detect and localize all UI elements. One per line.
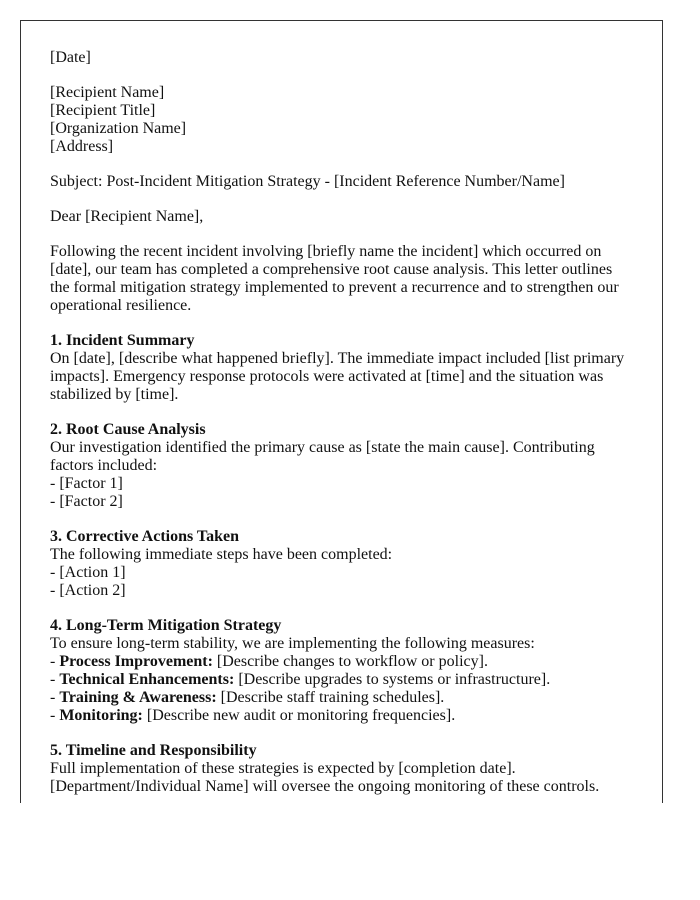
recipient-address: [Address] bbox=[50, 138, 114, 155]
bullet: - bbox=[50, 689, 60, 706]
recipient-organization: [Organization Name] bbox=[50, 120, 187, 137]
letter-date: [Date] bbox=[50, 49, 91, 66]
measure-item bbox=[50, 707, 633, 725]
section-heading: 2. Root Cause Analysis bbox=[50, 421, 206, 438]
section-heading: 5. Timeline and Responsibility bbox=[50, 742, 257, 759]
measure-label: Process Improvement: bbox=[59, 653, 213, 670]
measure-label: Technical Enhancements: bbox=[59, 671, 235, 688]
section-timeline bbox=[50, 742, 633, 796]
bullet: - bbox=[50, 653, 60, 670]
section-root-cause bbox=[50, 421, 633, 511]
measure-item bbox=[50, 689, 633, 707]
recipient-block bbox=[50, 84, 633, 156]
list-item: - [Action 2] bbox=[50, 582, 126, 599]
intro-paragraph: Following the recent incident involving [briefly name the incident] which occurred on [date], our team has completed a comprehensive root cause analysis. This letter outlines the formal mitigation strategy implemented to prevent a recurrence and to strengthen our operational resilience. bbox=[50, 243, 619, 314]
section-long-term-strategy bbox=[50, 617, 633, 725]
section-corrective-actions bbox=[50, 528, 633, 600]
subject-line: Subject: Post-Incident Mitigation Strategy - [Incident Reference Number/Name] bbox=[50, 173, 565, 190]
list-item: - [Factor 1] bbox=[50, 475, 123, 492]
section-body: The following immediate steps have been completed: bbox=[50, 546, 393, 563]
section-heading: 1. Incident Summary bbox=[50, 332, 195, 349]
bullet: - bbox=[50, 671, 60, 688]
measure-text: [Describe new audit or monitoring frequencies]. bbox=[142, 707, 456, 724]
measure-label: Training & Awareness: bbox=[59, 689, 217, 706]
measure-text: [Describe staff training schedules]. bbox=[216, 689, 445, 706]
section-body: Full implementation of these strategies is expected by [completion date]. [Department/Individual Name] will oversee the ongoing monitoring of these controls. bbox=[50, 760, 600, 795]
section-heading: 4. Long-Term Mitigation Strategy bbox=[50, 617, 282, 634]
section-body: Our investigation identified the primary cause as [state the main cause]. Contributing factors included: bbox=[50, 439, 595, 474]
letter-page bbox=[20, 20, 663, 803]
recipient-name: [Recipient Name] bbox=[50, 84, 165, 101]
measure-text: [Describe upgrades to systems or infrastructure]. bbox=[234, 671, 551, 688]
list-item: - [Factor 2] bbox=[50, 493, 123, 510]
section-heading: 3. Corrective Actions Taken bbox=[50, 528, 240, 545]
measure-item bbox=[50, 671, 633, 689]
recipient-title: [Recipient Title] bbox=[50, 102, 156, 119]
measure-item bbox=[50, 653, 633, 671]
salutation: Dear [Recipient Name], bbox=[50, 208, 204, 225]
measure-label: Monitoring: bbox=[59, 707, 143, 724]
bullet: - bbox=[50, 707, 60, 724]
section-incident-summary bbox=[50, 332, 633, 404]
list-item: - [Action 1] bbox=[50, 564, 126, 581]
section-body: On [date], [describe what happened briefly]. The immediate impact included [list primary impacts]. Emergency response protocols were activated at [time] and the situation was stabilized by [time]. bbox=[50, 350, 625, 403]
section-body: To ensure long-term stability, we are implementing the following measures: bbox=[50, 635, 535, 652]
measure-text: [Describe changes to workflow or policy]. bbox=[212, 653, 488, 670]
